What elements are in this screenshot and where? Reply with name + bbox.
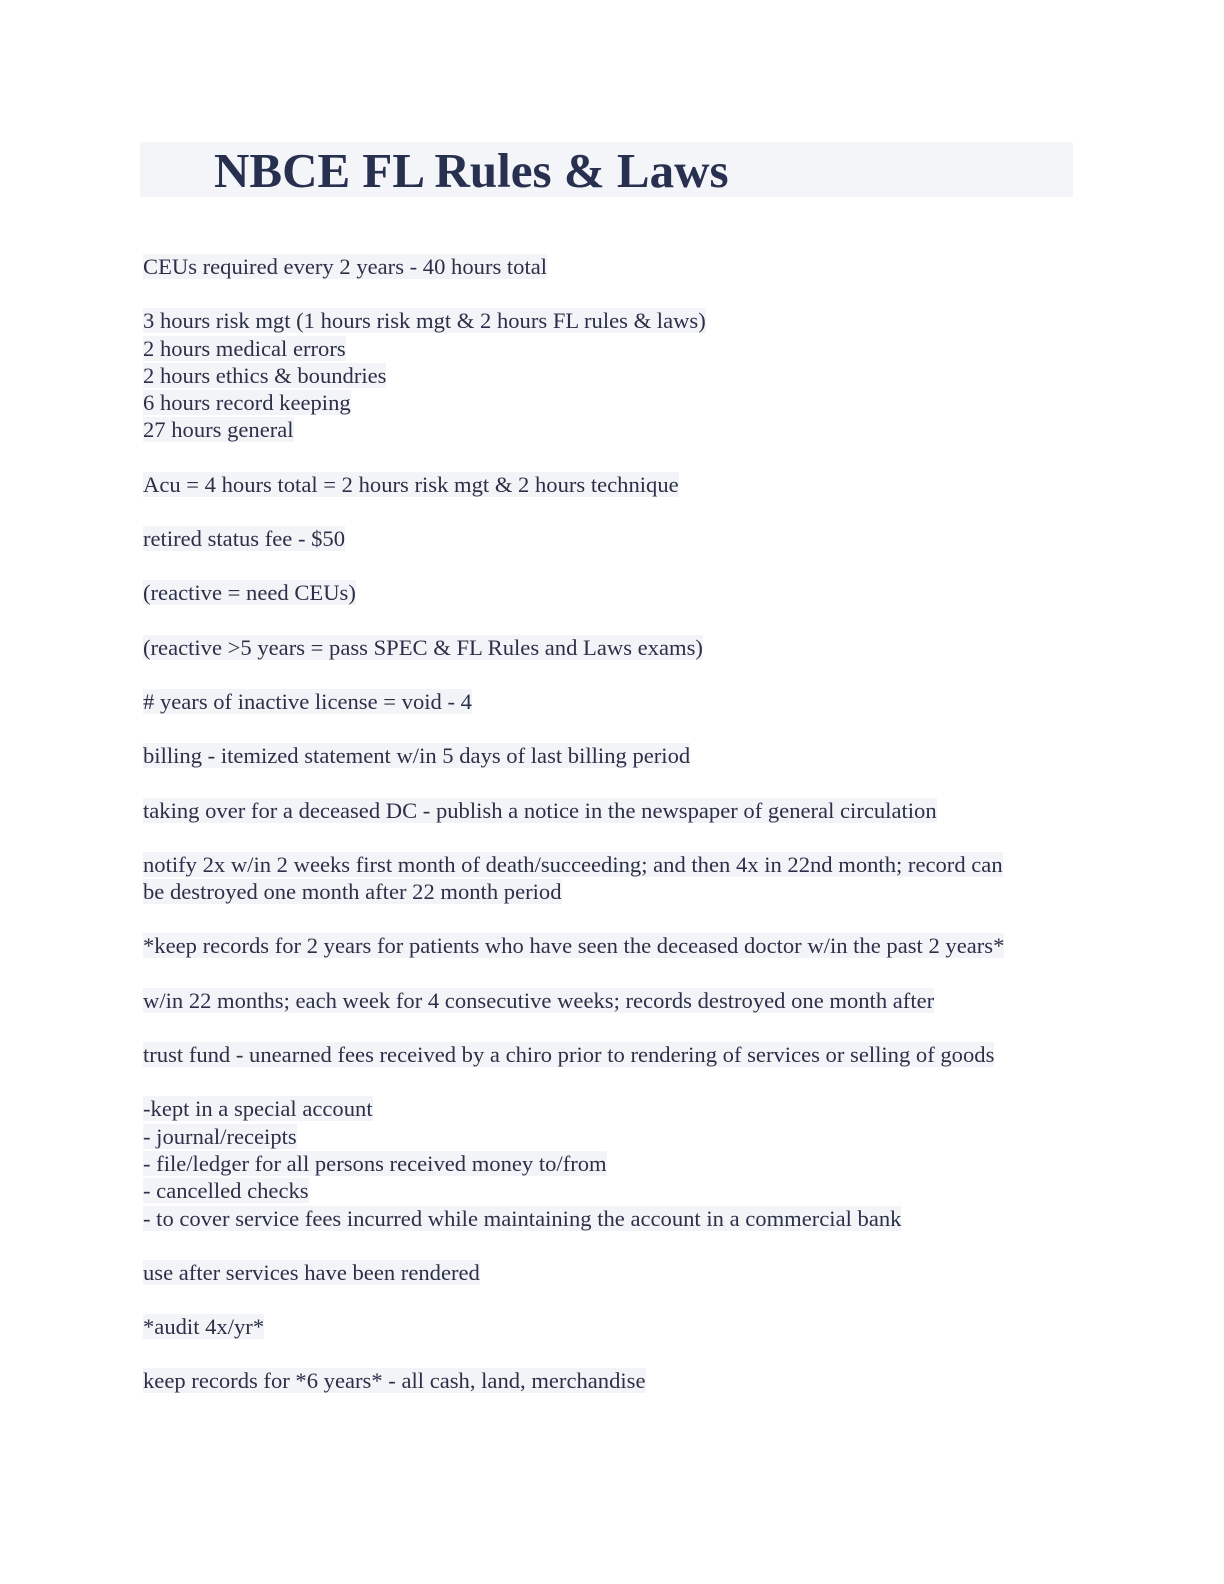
- paragraph: [143, 471, 1063, 498]
- text-line-wrapper: [143, 307, 1063, 334]
- text-line-wrapper: [143, 1259, 1063, 1286]
- text-line-wrapper: [143, 1150, 1063, 1177]
- text-line: be destroyed one month after 22 month period: [143, 879, 562, 905]
- paragraph: [143, 307, 1063, 443]
- text-line-wrapper: [143, 525, 1063, 552]
- paragraph: [143, 742, 1063, 769]
- text-line: (reactive = need CEUs): [143, 580, 356, 606]
- paragraph: [143, 1367, 1063, 1394]
- paragraph: [143, 253, 1063, 280]
- paragraph: [143, 1041, 1063, 1068]
- text-line-wrapper: [143, 1205, 1063, 1232]
- text-line: (reactive >5 years = pass SPEC & FL Rules and Laws exams): [143, 634, 703, 660]
- text-line-wrapper: [143, 851, 1063, 878]
- text-line: *audit 4x/yr*: [143, 1314, 265, 1340]
- text-line-wrapper: [143, 1367, 1063, 1394]
- text-line-wrapper: [143, 1313, 1063, 1340]
- text-line-wrapper: [143, 335, 1063, 362]
- text-line: -kept in a special account: [143, 1096, 373, 1122]
- text-line-wrapper: [143, 253, 1063, 280]
- text-line: trust fund - unearned fees received by a chiro prior to rendering of services or selling of goods: [143, 1042, 995, 1068]
- text-line: use after services have been rendered: [143, 1259, 480, 1285]
- text-line-wrapper: [143, 1123, 1063, 1150]
- text-line: *keep records for 2 years for patients who have seen the deceased doctor w/in the past 2 years*: [143, 933, 1005, 959]
- text-line-wrapper: [143, 797, 1063, 824]
- text-line: - to cover service fees incurred while maintaining the account in a commercial bank: [143, 1205, 902, 1231]
- paragraph: [143, 1259, 1063, 1286]
- paragraph: [143, 932, 1063, 959]
- text-line-wrapper: [143, 742, 1063, 769]
- text-line-wrapper: [143, 688, 1063, 715]
- text-line: 2 hours ethics & boundries: [143, 362, 387, 388]
- paragraph: [143, 797, 1063, 824]
- text-line: - journal/receipts: [143, 1123, 297, 1149]
- text-line-wrapper: [143, 932, 1063, 959]
- text-line: notify 2x w/in 2 weeks first month of death/succeeding; and then 4x in 22nd month; record can: [143, 851, 1003, 877]
- paragraph: [143, 1313, 1063, 1340]
- paragraph: [143, 634, 1063, 661]
- text-line-wrapper: [143, 362, 1063, 389]
- text-line-wrapper: [143, 634, 1063, 661]
- title-banner: [140, 142, 1073, 197]
- text-line: billing - itemized statement w/in 5 days of last billing period: [143, 743, 691, 769]
- text-line-wrapper: [143, 579, 1063, 606]
- document-body: [143, 253, 1063, 1422]
- text-line: # years of inactive license = void - 4: [143, 688, 472, 714]
- text-line: Acu = 4 hours total = 2 hours risk mgt & 2 hours technique: [143, 471, 679, 497]
- text-line: 6 hours record keeping: [143, 390, 351, 416]
- paragraph: [143, 987, 1063, 1014]
- text-line-wrapper: [143, 987, 1063, 1014]
- paragraph: [143, 851, 1063, 906]
- text-line-wrapper: [143, 416, 1063, 443]
- text-line: 3 hours risk mgt (1 hours risk mgt & 2 hours FL rules & laws): [143, 308, 706, 334]
- text-line-wrapper: [143, 1177, 1063, 1204]
- text-line: CEUs required every 2 years - 40 hours total: [143, 254, 548, 279]
- paragraph: [143, 579, 1063, 606]
- paragraph: [143, 688, 1063, 715]
- text-line-wrapper: [143, 389, 1063, 416]
- text-line-wrapper: [143, 1095, 1063, 1122]
- text-line: 27 hours general: [143, 417, 294, 443]
- text-line: keep records for *6 years* - all cash, land, merchandise: [143, 1368, 646, 1394]
- text-line: w/in 22 months; each week for 4 consecutive weeks; records destroyed one month after: [143, 987, 935, 1013]
- page-title: NBCE FL Rules & Laws: [214, 143, 729, 198]
- paragraph: [143, 525, 1063, 552]
- text-line-wrapper: [143, 878, 1063, 905]
- text-line: - cancelled checks: [143, 1178, 309, 1204]
- text-line: taking over for a deceased DC - publish a notice in the newspaper of general circulation: [143, 797, 937, 823]
- text-line-wrapper: [143, 471, 1063, 498]
- text-line-wrapper: [143, 1041, 1063, 1068]
- text-line: 2 hours medical errors: [143, 335, 346, 361]
- text-line: retired status fee - $50: [143, 526, 346, 552]
- paragraph: [143, 1095, 1063, 1231]
- text-line: - file/ledger for all persons received money to/from: [143, 1150, 607, 1176]
